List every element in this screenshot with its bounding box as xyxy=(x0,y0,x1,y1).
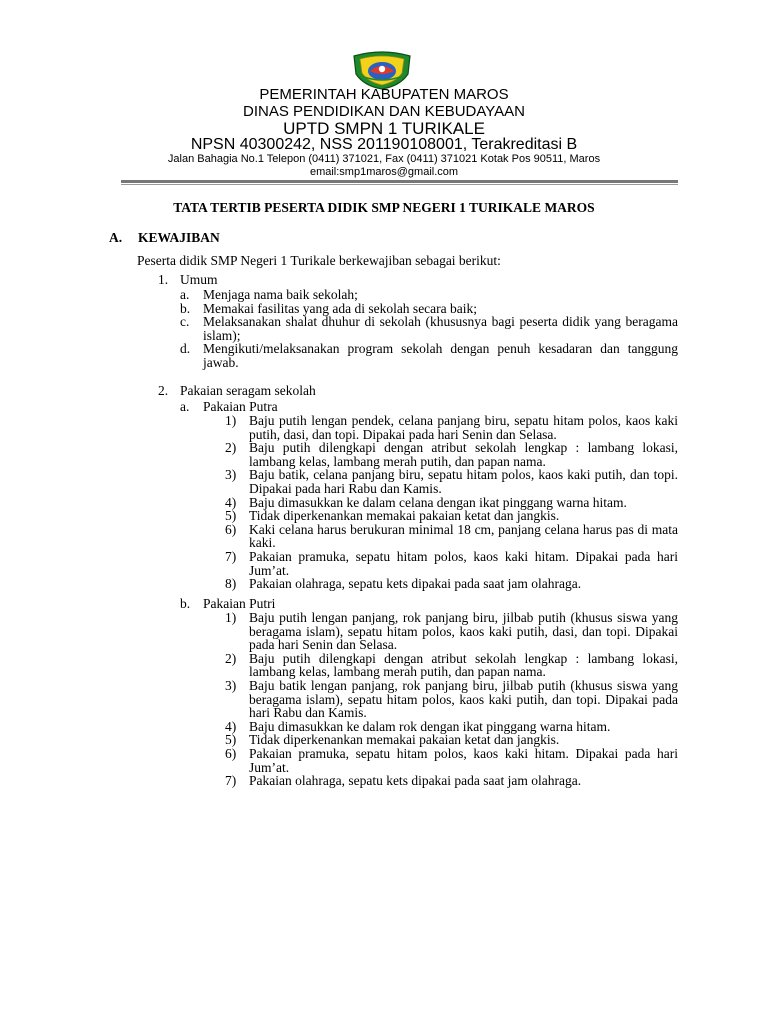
list-item xyxy=(180,302,678,316)
list-item xyxy=(225,441,678,468)
list-text: Melaksanakan shalat dhuhur di sekolah (khususnya bagi peserta didik yang beragama islam); xyxy=(203,314,678,343)
list-marker: 1) xyxy=(225,413,237,428)
list-text: Baju dimasukkan ke dalam rok dengan ikat pinggang warna hitam. xyxy=(249,718,611,734)
list-marker: 4) xyxy=(225,718,237,734)
list-item xyxy=(225,733,678,747)
list-text: Baju dimasukkan ke dalam celana dengan ikat pinggang warna hitam. xyxy=(249,494,627,510)
list-text: Tidak diperkenankan memakai pakaian ketat dan jangkis. xyxy=(249,732,560,748)
kabupaten-emblem-icon xyxy=(350,50,414,90)
section-heading xyxy=(109,230,220,246)
list-marker: 2) xyxy=(225,650,237,666)
list-text: Pakaian olahraga, sepatu kets dipakai pada saat jam olahraga. xyxy=(249,773,582,789)
list-text: Baju putih lengan pendek, celana panjang biru, sepatu hitam polos, kaos kaki putih, dasi, dan topi. Dipakai pada hari Senin dan Selasa. xyxy=(249,413,678,442)
list-item xyxy=(225,550,678,577)
list-text: Baju putih lengan panjang, rok panjang biru, jilbab putih (khusus siswa yang beragama islam), sepatu hitam polos, kaos kaki putih, dasi, dan topi. Dipakai pada hari Senin dan Selasa. xyxy=(249,610,678,653)
sublist-heading-putri xyxy=(180,597,480,611)
section-intro: Peserta didik SMP Negeri 1 Turikale berkewajiban sebagai berikut: xyxy=(137,253,501,268)
letterhead-npsn: NPSN 40300242, NSS 201190108001, Terakreditasi B xyxy=(190,136,578,153)
list-marker: 5) xyxy=(225,732,237,748)
list-number: 1. xyxy=(158,272,169,287)
list-text: Tidak diperkenankan memakai pakaian ketat dan jangkis. xyxy=(249,508,560,524)
sublist-heading-putra xyxy=(180,400,480,414)
list-marker: 3) xyxy=(225,467,237,483)
list-item xyxy=(225,509,678,523)
list-item xyxy=(225,652,678,679)
list-marker: 6) xyxy=(225,745,237,761)
list-item xyxy=(225,679,678,720)
putri-list xyxy=(225,611,678,788)
list-item xyxy=(225,774,678,788)
list-item-seragam xyxy=(158,384,678,398)
list-item xyxy=(225,577,678,591)
list-text: Pakaian pramuka, sepatu hitam polos, kaos kaki hitam. Dipakai pada hari Jum’at. xyxy=(249,548,678,578)
list-marker: 8) xyxy=(225,576,237,592)
putra-list xyxy=(225,414,678,591)
list-marker: 1) xyxy=(225,610,237,625)
umum-list xyxy=(180,288,678,370)
letterhead-line-2: DINAS PENDIDIKAN DAN KEBUDAYAAN xyxy=(242,103,525,120)
section-title: KEWAJIBAN xyxy=(138,230,220,245)
list-marker: 7) xyxy=(225,773,237,789)
list-item xyxy=(225,496,678,510)
letterhead-divider-thin xyxy=(121,184,678,185)
list-marker: b. xyxy=(180,596,191,611)
list-text: Pakaian pramuka, sepatu hitam polos, kaos kaki hitam. Dipakai pada hari Jum’at. xyxy=(249,745,678,775)
list-item xyxy=(225,747,678,774)
letterhead-address: Jalan Bahagia No.1 Telepon (0411) 371021, Fax (0411) 371021 Kotak Pos 90511, Maros xyxy=(167,153,601,165)
list-text: Mengikuti/melaksanakan program sekolah dengan penuh kesadaran dan tanggung jawab. xyxy=(203,341,678,370)
list-marker: a. xyxy=(180,287,190,302)
list-marker: d. xyxy=(180,341,191,357)
list-marker: 4) xyxy=(225,494,237,510)
list-text: Baju putih dilengkapi dengan atribut sekolah lengkap : lambang lokasi, lambang kelas, lambang merah putih, dan papan nama. xyxy=(249,440,678,469)
list-marker: 7) xyxy=(225,548,237,564)
list-text: Baju putih dilengkapi dengan atribut sekolah lengkap : lambang lokasi, lambang kelas, lambang merah putih, dan papan nama. xyxy=(249,650,678,680)
list-item xyxy=(225,468,678,495)
section-letter: A. xyxy=(109,230,123,245)
list-item xyxy=(180,342,678,369)
letterhead-divider xyxy=(121,180,678,183)
list-item-umum xyxy=(158,273,678,287)
list-text: Kaki celana harus berukuran minimal 18 cm, panjang celana harus pas di mata kaki. xyxy=(249,521,678,551)
letterhead-email: email:smp1maros@gmail.com xyxy=(309,166,459,178)
list-marker: 6) xyxy=(225,521,237,537)
list-item xyxy=(180,315,678,342)
list-marker: c. xyxy=(180,314,190,330)
list-item xyxy=(180,288,678,302)
list-label: Umum xyxy=(180,272,218,287)
list-label: Pakaian Putra xyxy=(203,399,278,414)
list-marker: 2) xyxy=(225,440,237,456)
letterhead-line-1: PEMERINTAH KABUPATEN MAROS xyxy=(259,86,509,103)
list-label: Pakaian seragam sekolah xyxy=(180,383,316,398)
list-item xyxy=(225,720,678,734)
list-marker: 5) xyxy=(225,508,237,524)
list-item xyxy=(225,414,678,441)
list-item xyxy=(225,611,678,652)
list-marker: a. xyxy=(180,399,190,414)
list-item xyxy=(225,523,678,550)
list-text: Baju batik, celana panjang biru, sepatu hitam polos, kaos kaki putih, dan topi. Dipakai pada hari Rabu dan Kamis. xyxy=(249,467,678,496)
list-text: Pakaian olahraga, sepatu kets dipakai pada saat jam olahraga. xyxy=(249,576,582,592)
list-number: 2. xyxy=(158,383,169,398)
list-marker: b. xyxy=(180,300,191,316)
list-label: Pakaian Putri xyxy=(203,596,276,611)
list-text: Baju batik lengan panjang, rok panjang biru, jilbab putih (khusus siswa yang beragama islam), sepatu hitam polos, kaos kaki putih, dan topi. Dipakai pada hari Rabu dan Kamis. xyxy=(249,677,678,721)
list-text: Menjaga nama baik sekolah; xyxy=(203,287,358,302)
list-text: Memakai fasilitas yang ada di sekolah secara baik; xyxy=(203,300,478,316)
document-title: TATA TERTIB PESERTA DIDIK SMP NEGERI 1 TURIKALE MAROS xyxy=(173,200,595,215)
list-marker: 3) xyxy=(225,677,237,693)
letterhead-school-name: UPTD SMPN 1 TURIKALE xyxy=(283,119,485,138)
